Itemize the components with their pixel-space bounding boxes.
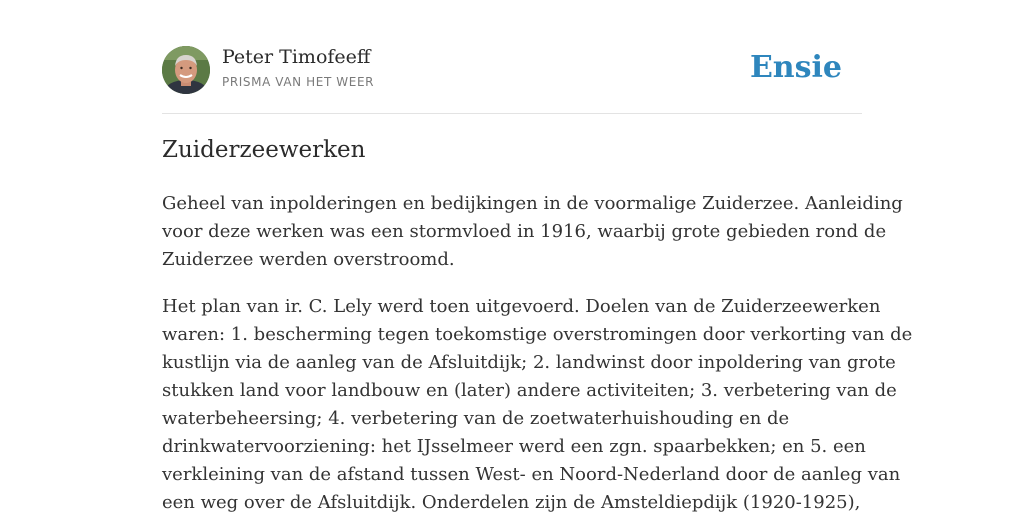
paragraph-line: drinkwatervoorziening: het IJsselmeer werd een zgn. spaarbekken; en 5. een: [162, 436, 866, 457]
article-paragraph-2: [162, 293, 913, 512]
paragraph-line: waterbeheersing; 4. verbetering van de zoetwaterhuishouding en de: [162, 408, 790, 429]
paragraph-line: voor deze werken was een stormvloed in 1916, waarbij grote gebieden rond de: [162, 221, 887, 242]
author-name[interactable]: Peter Timofeeff: [222, 46, 371, 68]
paragraph-line: waren: 1. bescherming tegen toekomstige overstromingen door verkorting van de: [162, 324, 913, 345]
paragraph-line: stukken land voor landbouw en (later) andere activiteiten; 3. verbetering van de: [162, 380, 897, 401]
paragraph-line: Zuiderzee werden overstroomd.: [162, 249, 455, 270]
header-divider: [162, 113, 862, 114]
paragraph-line: een weg over de Afsluitdijk. Onderdelen zijn de Amsteldiepdijk (1920-1925),: [162, 492, 861, 512]
paragraph-line: Het plan van ir. C. Lely werd toen uitgevoerd. Doelen van de Zuiderzeewerken: [162, 296, 881, 317]
paragraph-line: kustlijn via de aanleg van de Afsluitdijk; 2. landwinst door inpoldering van grote: [162, 352, 896, 373]
ensie-logo[interactable]: Ensie: [749, 50, 842, 85]
article-title: Zuiderzeewerken: [162, 137, 366, 163]
paragraph-line: verkleining van de afstand tussen West- en Noord-Nederland door de aanleg van: [162, 464, 901, 485]
article-paragraph-1: [162, 190, 903, 274]
author-avatar[interactable]: [162, 46, 210, 94]
paragraph-line: Geheel van inpolderingen en bedijkingen in de voormalige Zuiderzee. Aanleiding: [162, 193, 903, 214]
author-source[interactable]: PRISMA VAN HET WEER: [222, 75, 375, 89]
author-header: [162, 46, 862, 96]
